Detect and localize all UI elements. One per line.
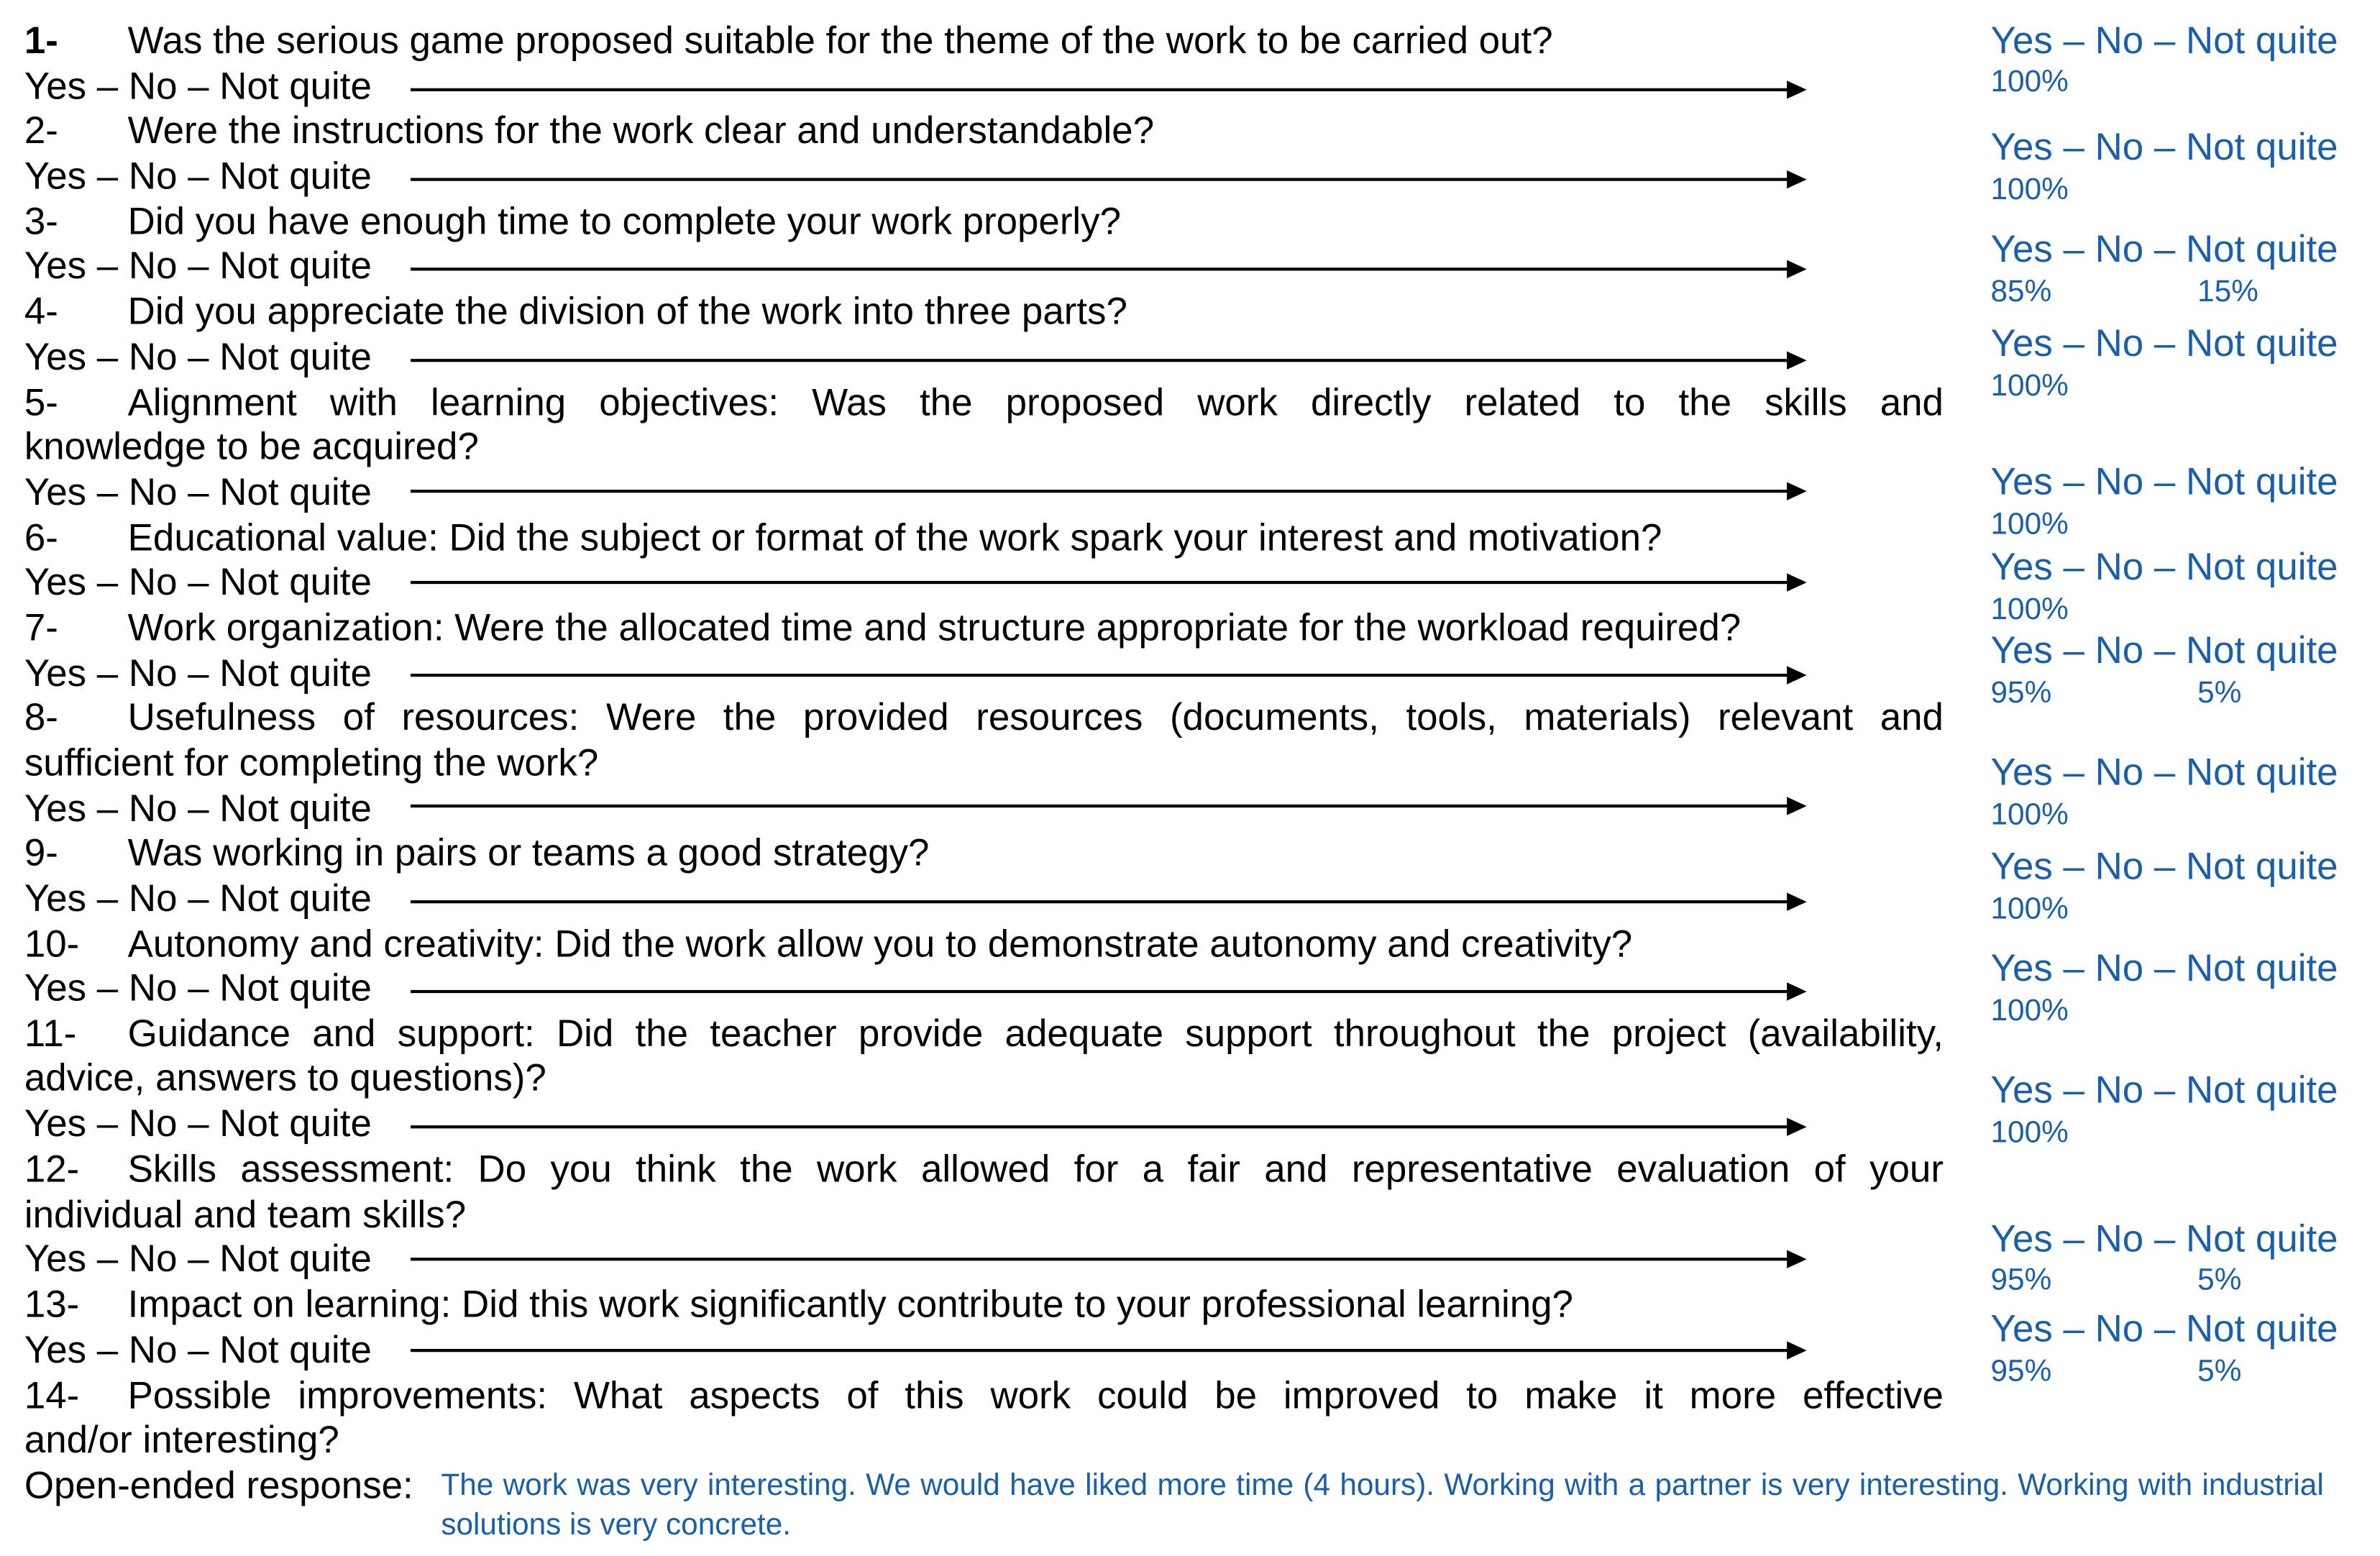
answer-options: Yes – No – Not quite bbox=[1990, 228, 2338, 271]
option-line: Yes – No – Not quite bbox=[24, 1102, 372, 1145]
yes-percentage: 100% bbox=[1990, 892, 2069, 927]
arrow bbox=[411, 1340, 1807, 1361]
option-line: Yes – No – Not quite bbox=[24, 155, 372, 198]
option-line: Yes – No – Not quite bbox=[24, 1237, 372, 1281]
yes-percentage: 100% bbox=[1990, 798, 2069, 832]
yes-percentage: 100% bbox=[1990, 1116, 2069, 1150]
question-number: 14- bbox=[24, 1374, 80, 1418]
yes-percentage: 95% bbox=[1990, 1355, 2052, 1388]
arrow bbox=[411, 891, 1807, 912]
option-line: Yes – No – Not quite bbox=[24, 652, 372, 695]
question-text: Possible improvements: What aspects of this work could be improved to make it more effective bbox=[127, 1374, 1944, 1418]
question-number: 13- bbox=[24, 1283, 80, 1327]
answer-options: Yes – No – Not quite bbox=[1990, 1218, 2338, 1261]
arrow bbox=[411, 572, 1807, 593]
option-line: Yes – No – Not quite bbox=[24, 336, 372, 379]
open-ended-response: The work was very interesting. We would have liked more time (4 hours). Working with a partner is very interesting. Working with industrial solutions is very concrete. bbox=[441, 1469, 2324, 1542]
question-number: 6- bbox=[24, 517, 58, 560]
question-text: Work organization: Were the allocated time and structure appropriate for the workload required? bbox=[127, 606, 1741, 650]
question-text-continued: individual and team skills? bbox=[24, 1194, 467, 1237]
arrow bbox=[411, 480, 1807, 502]
arrow bbox=[411, 981, 1807, 1002]
question-text-continued: knowledge to be acquired? bbox=[24, 426, 479, 469]
question-number: 7- bbox=[24, 606, 58, 650]
question-text-continued: sufficient for completing the work? bbox=[24, 742, 599, 785]
arrow bbox=[411, 1248, 1807, 1270]
answer-options: Yes – No – Not quite bbox=[1990, 460, 2338, 504]
answer-options: Yes – No – Not quite bbox=[1990, 1068, 2338, 1112]
question-text: Guidance and support: Did the teacher provide adequate support throughout the project (availability, bbox=[127, 1012, 1944, 1056]
option-line: Yes – No – Not quite bbox=[24, 1329, 372, 1372]
yes-percentage: 100% bbox=[1990, 65, 2069, 99]
arrow bbox=[411, 169, 1807, 191]
answer-options: Yes – No – Not quite bbox=[1990, 322, 2338, 365]
yes-percentage: 100% bbox=[1990, 592, 2069, 627]
answer-options: Yes – No – Not quite bbox=[1990, 126, 2338, 169]
arrow bbox=[411, 349, 1807, 371]
option-line: Yes – No – Not quite bbox=[24, 967, 372, 1010]
question-number: 2- bbox=[24, 109, 58, 152]
question-number: 3- bbox=[24, 201, 58, 244]
answer-options: Yes – No – Not quite bbox=[1990, 1307, 2338, 1351]
question-text: Was the serious game proposed suitable for the theme of the work to be carried out? bbox=[127, 19, 1553, 63]
answer-options: Yes – No – Not quite bbox=[1990, 845, 2338, 889]
question-text: Educational value: Did the subject or format of the work spark your interest and motivation? bbox=[127, 517, 1662, 560]
question-text-continued: and/or interesting? bbox=[24, 1419, 339, 1462]
answer-options: Yes – No – Not quite bbox=[1990, 947, 2338, 990]
question-text: Skills assessment: Do you think the work allowed for a fair and representative evaluation of your bbox=[127, 1148, 1944, 1191]
arrow bbox=[411, 664, 1807, 686]
yes-percentage: 95% bbox=[1990, 1263, 2052, 1298]
option-line: Yes – No – Not quite bbox=[24, 877, 372, 920]
question-text: Alignment with learning objectives: Was the proposed work directly related to the skills and bbox=[127, 381, 1944, 425]
question-number: 5- bbox=[24, 381, 58, 425]
yes-percentage: 100% bbox=[1990, 173, 2069, 207]
option-line: Yes – No – Not quite bbox=[24, 471, 372, 514]
question-text: Autonomy and creativity: Did the work allow you to demonstrate autonomy and creativity? bbox=[127, 923, 1633, 966]
answer-options: Yes – No – Not quite bbox=[1990, 751, 2338, 795]
answer-options: Yes – No – Not quite bbox=[1990, 629, 2338, 672]
yes-percentage: 100% bbox=[1990, 369, 2069, 403]
open-ended-label: Open-ended response: bbox=[24, 1464, 413, 1507]
answer-options: Yes – No – Not quite bbox=[1990, 546, 2338, 589]
question-text: Usefulness of resources: Were the provided resources (documents, tools, materials) relevant and bbox=[127, 696, 1944, 739]
option-line: Yes – No – Not quite bbox=[24, 561, 372, 604]
yes-percentage: 95% bbox=[1990, 677, 2052, 710]
arrow bbox=[411, 79, 1807, 101]
question-text: Was working in pairs or teams a good strategy? bbox=[127, 831, 930, 875]
yes-percentage: 100% bbox=[1990, 994, 2069, 1028]
question-number: 12- bbox=[24, 1148, 80, 1191]
question-text: Impact on learning: Did this work significantly contribute to your professional learning? bbox=[127, 1283, 1573, 1327]
not-quite-percentage: 15% bbox=[2197, 275, 2258, 309]
not-quite-percentage: 5% bbox=[2197, 677, 2242, 710]
question-text: Did you appreciate the division of the work into three parts? bbox=[127, 290, 1127, 334]
option-line: Yes – No – Not quite bbox=[24, 65, 372, 109]
option-line: Yes – No – Not quite bbox=[24, 244, 372, 288]
question-number: 9- bbox=[24, 831, 58, 875]
question-number: 11- bbox=[24, 1012, 77, 1056]
yes-percentage: 85% bbox=[1990, 275, 2052, 309]
question-number: 8- bbox=[24, 696, 58, 739]
arrow bbox=[411, 795, 1807, 817]
option-line: Yes – No – Not quite bbox=[24, 787, 372, 830]
arrow bbox=[411, 1116, 1807, 1138]
yes-percentage: 100% bbox=[1990, 508, 2069, 541]
not-quite-percentage: 5% bbox=[2197, 1263, 2242, 1298]
question-number: 1- bbox=[24, 19, 58, 63]
question-number: 4- bbox=[24, 290, 58, 334]
question-text: Were the instructions for the work clear and understandable? bbox=[127, 109, 1155, 152]
question-text: Did you have enough time to complete your work properly? bbox=[127, 201, 1122, 244]
answer-options: Yes – No – Not quite bbox=[1990, 19, 2338, 63]
not-quite-percentage: 5% bbox=[2197, 1355, 2242, 1388]
arrow bbox=[411, 259, 1807, 280]
question-text-continued: advice, answers to questions)? bbox=[24, 1056, 546, 1100]
question-number: 10- bbox=[24, 923, 80, 966]
